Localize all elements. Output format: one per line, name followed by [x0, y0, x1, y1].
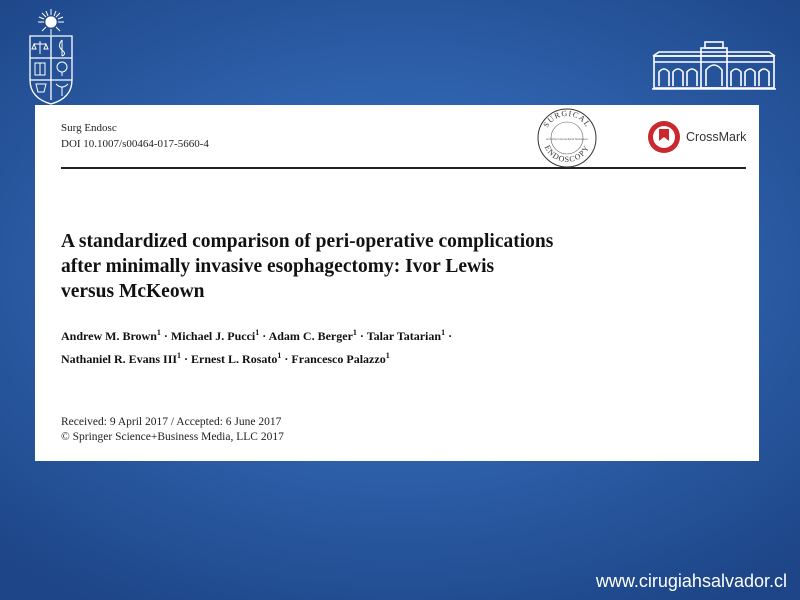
author-name[interactable]: Talar Tatarian: [366, 329, 442, 343]
received-accepted: Received: 9 April 2017 / Accepted: 6 June 2017: [61, 416, 282, 428]
crossmark-icon: [646, 119, 682, 155]
author-line: [61, 323, 741, 346]
author-name[interactable]: Ernest L. Rosato: [191, 352, 278, 366]
doi: DOI 10.1007/s00464-017-5660-4: [61, 138, 209, 150]
title-line: after minimally invasive esophagectomy: Ivor Lewis: [61, 256, 495, 277]
publication-dates: [61, 415, 284, 445]
author-line: [61, 346, 741, 369]
author-separator: ·: [160, 329, 171, 343]
header-rule: [61, 167, 746, 169]
svg-text:SURGICAL: SURGICAL: [541, 108, 593, 130]
affiliation-mark: 1: [277, 351, 282, 360]
affiliation-mark: 1: [385, 351, 390, 360]
affiliation-mark: 1: [177, 351, 182, 360]
author-separator: ·: [356, 329, 367, 343]
author-separator: ·: [181, 352, 192, 366]
affiliation-mark: 1: [441, 328, 446, 337]
paper-header-card: [35, 105, 759, 461]
website-url[interactable]: www.cirugiahsalvador.cl: [595, 571, 787, 591]
surgical-endoscopy-seal: [536, 107, 598, 169]
author-separator: ·: [445, 329, 453, 343]
crossmark-badge[interactable]: [646, 119, 766, 155]
affiliation-mark: 1: [255, 328, 260, 337]
author-separator: ·: [281, 352, 292, 366]
journal-name: Surg Endosc: [61, 122, 117, 134]
paper-title: [61, 229, 681, 304]
author-separator: ·: [259, 329, 269, 343]
author-name[interactable]: Adam C. Berger: [268, 329, 353, 343]
copyright: © Springer Science+Business Media, LLC 2017: [61, 431, 284, 443]
svg-text:and Other Interventional Techn: and Other Interventional Techniques: [546, 138, 588, 141]
title-line: A standardized comparison of peri-operative complications: [61, 231, 554, 252]
crossmark-label: CrossMark: [686, 130, 747, 144]
affiliation-mark: 1: [156, 328, 161, 337]
svg-text:ENDOSCOPY: ENDOSCOPY: [542, 143, 592, 165]
title-line: versus McKeown: [61, 281, 205, 302]
university-crest-icon: [26, 8, 76, 106]
journal-info: [61, 120, 209, 152]
affiliation-mark: 1: [352, 328, 357, 337]
author-name[interactable]: Francesco Palazzo: [291, 352, 386, 366]
hospital-building-icon: [651, 40, 777, 92]
author-name[interactable]: Andrew M. Brown: [61, 329, 157, 343]
author-name[interactable]: Nathaniel R. Evans III: [61, 352, 178, 366]
author-list: [61, 323, 741, 369]
author-name[interactable]: Michael J. Pucci: [170, 329, 256, 343]
